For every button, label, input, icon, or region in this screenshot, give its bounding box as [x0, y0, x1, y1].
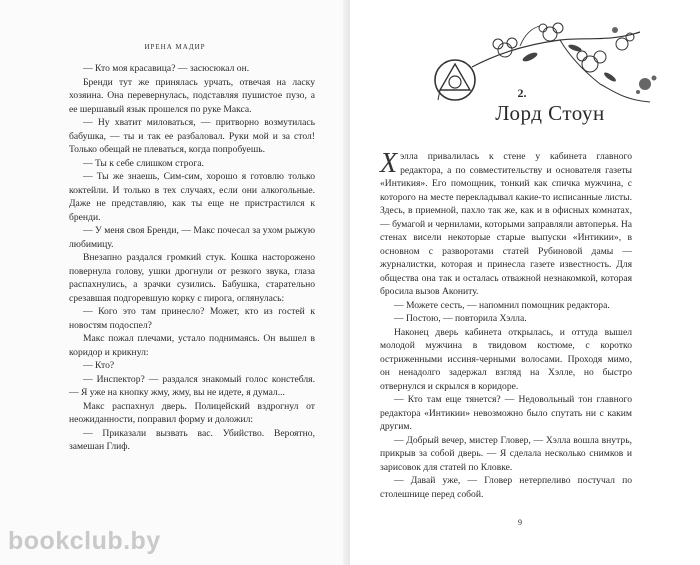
- chapter-number: 2.: [517, 86, 527, 100]
- paragraph: — Можете сесть, — напомнил помощник редактора.: [394, 299, 610, 311]
- paragraph: — Постою, — повторила Хэлла.: [394, 313, 527, 324]
- paragraph: — У меня своя Бренди, — Макс почесал за ухом рыжую любимицу.: [69, 225, 315, 250]
- paragraph: — Ну хватит миловаться, — притворно возмутилась бабушка, — ты и так ее разбаловал. Руки мой и за стол! Только обещай не плеваться, когда попробуешь.: [69, 117, 315, 155]
- right-text-column: [380, 150, 632, 501]
- paragraph: — Кто там еще тянется? — Недовольный тон главного редактора «Интикии» невозможно было спутать ни с каким другим.: [380, 394, 632, 432]
- paragraph: Макс распахнул дверь. Полицейский вздрогнул от неожиданности, поправил форму и доложил:: [69, 400, 315, 425]
- paragraph: Внезапно раздался громкий стук. Кошка насторожено повернула голову, ушки дрогнули от резкого звука, глаза распахнулись, а зрачки сузились. Бабушка, старательно срезавшая подгоревшую корку с пирога, оглянулась:: [69, 252, 315, 304]
- running-head: ИРЕНА МАДИР: [144, 43, 206, 51]
- left-text-column: [69, 62, 315, 454]
- paragraph: — Инспектор? — раздался знакомый голос констебля. — Я уже на кнопку жму, жму, вы не идете, я думал...: [69, 373, 315, 398]
- chapter-title: Лорд Стоун: [495, 101, 605, 125]
- paragraph: Наконец дверь кабинета открылась, и оттуда вышел молодой мужчина в твидовом костюме, с коротко остриженными иссиня-черными волосами. Проходя мимо, он ненадолго задержал взгляд на Хэлле, но быстро отвернулся и скрылся в коридоре.: [380, 326, 632, 392]
- paragraph: — Кого это там принесло? Может, кто из гостей к новостям подоспел?: [69, 306, 315, 331]
- paragraph: — Добрый вечер, мистер Гловер, — Хэлла вошла внутрь, прикрыв за собой дверь. — Я сделала несколько снимков и зарисовок для статей по Кловке.: [380, 434, 632, 473]
- paragraph: — Кто?: [83, 360, 115, 371]
- drop-cap: Х: [380, 148, 398, 179]
- watermark: bookclub.by: [8, 527, 161, 555]
- paragraph: — Ты же знаешь, Сим-сим, хорошо я готовлю только коктейли. И только в тех случаях, если они алкогольные. Даже не представляю, как ты еще не пристрастился к бренди.: [69, 171, 315, 223]
- first-paragraph-text: элла привалилась к стене у кабинета главного редактора, а по совместительству и основателя газеты «Интикия». Его помощник, тонкий как спичка мужчина, с которого на месте перекладывал какие-то исписанные листы. Здесь, в приемной, пахло так же, как и в офисных комнатах, — бумагой и чернилами, которыми заправляли автоперья. На стенах висели некоторые старые выпуски «Интикии», в основном с разворотами статей Рубиновой дамы — журналистки, которая и принесла газете известность. Для общества она так и осталась отважной незнакомкой, которая бросила вызов Акониту.: [380, 151, 632, 297]
- paragraph: — Кто моя красавица? — засюсюкал он.: [83, 63, 250, 74]
- paragraph: Бренди тут же принялась урчать, отвечая на ласку хозяина. Она перевернулась, подставляя пушистое пузо, а ее шершавый язык прошелся по руке Макса.: [69, 76, 315, 115]
- paragraph: — Ты к себе слишком строга.: [83, 157, 204, 169]
- first-paragraph: [380, 150, 632, 299]
- paragraph: Макс пожал плечами, устало поднимаясь. Он вышел в коридор и крикнул:: [69, 333, 315, 358]
- paragraph: — Давай уже, — Гловер нетерпеливо постучал по столешнице перед собой.: [380, 475, 632, 500]
- right-page: [350, 0, 700, 565]
- paragraph: — Приказали вызвать вас. Убийство. Вероятно, замешан Глиф.: [69, 427, 315, 452]
- page-number: 9: [518, 518, 522, 527]
